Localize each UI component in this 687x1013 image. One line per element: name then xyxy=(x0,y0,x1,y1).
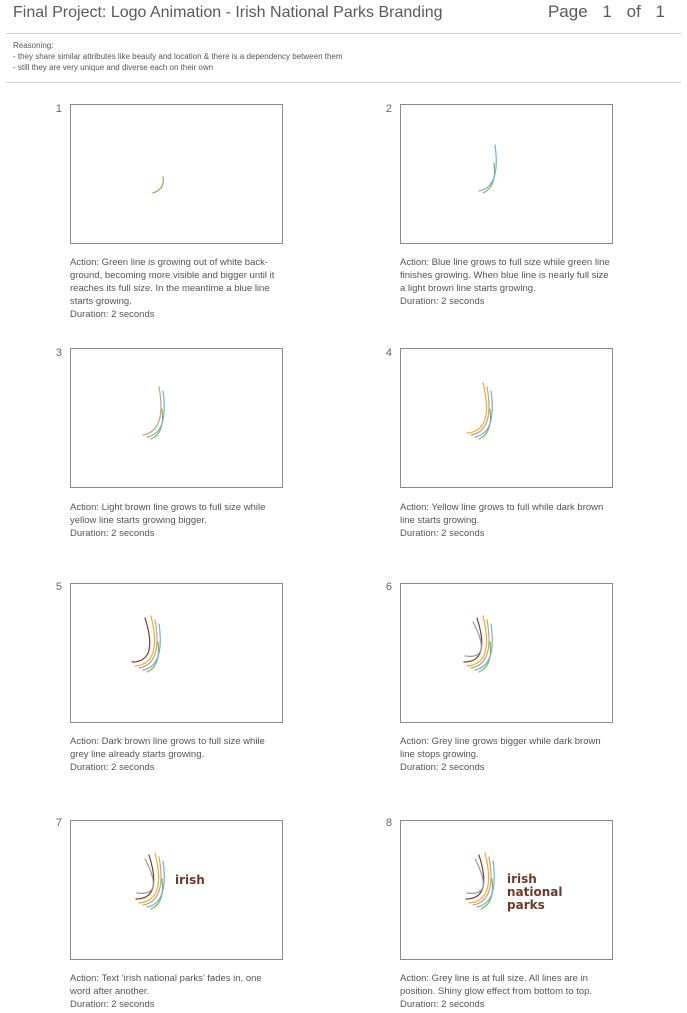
logo-swoosh xyxy=(71,349,282,487)
swoosh-lines xyxy=(467,383,492,439)
frame-number: 3 xyxy=(55,347,62,359)
frame-number: 7 xyxy=(55,817,62,829)
logo-swoosh xyxy=(71,105,282,243)
page-of: of xyxy=(626,2,641,21)
header-divider xyxy=(6,33,681,34)
grey-line xyxy=(465,622,481,656)
page-title: Final Project: Logo Animation - Irish National Parks Branding xyxy=(13,4,443,21)
page-current: 1 xyxy=(602,2,612,21)
frame-4-box xyxy=(400,348,613,488)
frame-1-caption xyxy=(70,256,292,321)
logo-word-parks: parks xyxy=(507,898,545,912)
green-line xyxy=(153,177,163,193)
frame-2-caption xyxy=(400,256,622,308)
caption-line: Action: Text ‘irish national parks’ fades in, one xyxy=(70,973,262,984)
frame-3-box xyxy=(70,348,283,488)
caption-line: line starts growing. xyxy=(400,515,480,526)
caption-line: Action: Grey line grows bigger while dark brown xyxy=(400,736,601,747)
blue-line xyxy=(479,145,496,191)
frame-3-caption xyxy=(70,501,292,540)
frame-4-caption xyxy=(400,501,622,540)
frame-5-box xyxy=(70,583,283,723)
logo-swoosh xyxy=(401,821,612,959)
caption-duration: Duration: 2 seconds xyxy=(400,528,485,539)
dark-brown-line xyxy=(136,855,154,899)
caption-line: Action: Grey line is at full size. All lines are in xyxy=(400,973,588,984)
caption-line: a light brown line starts growing. xyxy=(400,283,536,294)
caption-duration: Duration: 2 seconds xyxy=(400,296,485,307)
caption-line: yellow line starts growing bigger. xyxy=(70,515,207,526)
caption-line: grey line already starts growing. xyxy=(70,749,205,760)
page-label: Page xyxy=(547,2,588,21)
caption-line: Action: Dark brown line grows to full size while xyxy=(70,736,265,747)
page-indicator xyxy=(548,2,665,22)
caption-line: position. Shiny glow effect from bottom to top. xyxy=(400,986,593,997)
caption-line: finishes growing. When blue line is nearly full size xyxy=(400,270,609,281)
logo-word-irish: irish xyxy=(175,873,205,887)
swoosh-lines xyxy=(143,387,164,439)
caption-duration: Duration: 2 seconds xyxy=(70,528,155,539)
reasoning-line: - still they are very unique and diverse each on their own xyxy=(13,63,214,72)
caption-line: reaches its full size. In the meantime a blue line xyxy=(70,283,270,294)
frame-8-caption xyxy=(400,972,622,1011)
frame-number: 8 xyxy=(385,817,392,829)
frame-7-caption xyxy=(70,972,292,1011)
caption-line: line stops growing. xyxy=(400,749,479,760)
reasoning-heading: Reasoning: xyxy=(13,41,54,50)
grey-line xyxy=(467,859,483,893)
logo-swoosh xyxy=(71,584,282,722)
swoosh-lines xyxy=(464,616,492,672)
reasoning-divider xyxy=(6,82,681,83)
frame-number: 6 xyxy=(385,581,392,593)
logo-swoosh xyxy=(401,349,612,487)
frame-6-box xyxy=(400,583,613,723)
caption-duration: Duration: 2 seconds xyxy=(70,762,155,773)
dark-brown-line xyxy=(466,855,484,899)
page-total: 1 xyxy=(655,2,665,21)
swoosh-lines xyxy=(479,145,496,193)
blue-line xyxy=(147,391,164,437)
frame-1-box xyxy=(70,104,283,244)
caption-duration: Duration: 2 seconds xyxy=(400,762,485,773)
reasoning-line: - they share similar attributes like beauty and location & there is a dependency between them xyxy=(13,52,343,61)
caption-duration: Duration: 2 seconds xyxy=(70,999,155,1010)
swoosh-lines xyxy=(153,177,163,193)
logo-word-national: national xyxy=(507,885,563,899)
frame-number: 1 xyxy=(55,103,62,115)
grey-line xyxy=(137,859,153,893)
caption-line: Action: Yellow line grows to full while dark brown xyxy=(400,502,604,513)
reasoning-block xyxy=(13,40,343,73)
caption-line: word after another. xyxy=(70,986,150,997)
logo-swoosh xyxy=(401,105,612,243)
frame-7-box xyxy=(70,820,283,960)
frame-number: 2 xyxy=(385,103,392,115)
dark-brown-line xyxy=(132,618,150,662)
caption-line: Action: Light brown line grows to full size while xyxy=(70,502,266,513)
dark-brown-line xyxy=(464,618,482,662)
frame-number: 5 xyxy=(55,581,62,593)
caption-line: Action: Blue line grows to full size while green line xyxy=(400,257,610,268)
frame-5-caption xyxy=(70,735,292,774)
caption-line: ground, becoming more visible and bigger until it xyxy=(70,270,275,281)
swoosh-lines xyxy=(466,853,494,909)
caption-line: Action: Green line is growing out of white back- xyxy=(70,257,269,268)
logo-swoosh xyxy=(71,821,282,959)
frame-2-box xyxy=(400,104,613,244)
logo-swoosh xyxy=(401,584,612,722)
frame-6-caption xyxy=(400,735,622,774)
frame-number: 4 xyxy=(385,347,392,359)
caption-duration: Duration: 2 seconds xyxy=(70,309,155,320)
logo-word-irish: irish xyxy=(507,872,537,886)
frame-8-box xyxy=(400,820,613,960)
swoosh-lines xyxy=(136,853,164,909)
swoosh-lines xyxy=(132,616,160,672)
caption-duration: Duration: 2 seconds xyxy=(400,999,485,1010)
light-brown-line xyxy=(143,387,161,435)
caption-line: starts growing. xyxy=(70,296,132,307)
yellow-line xyxy=(467,383,487,433)
